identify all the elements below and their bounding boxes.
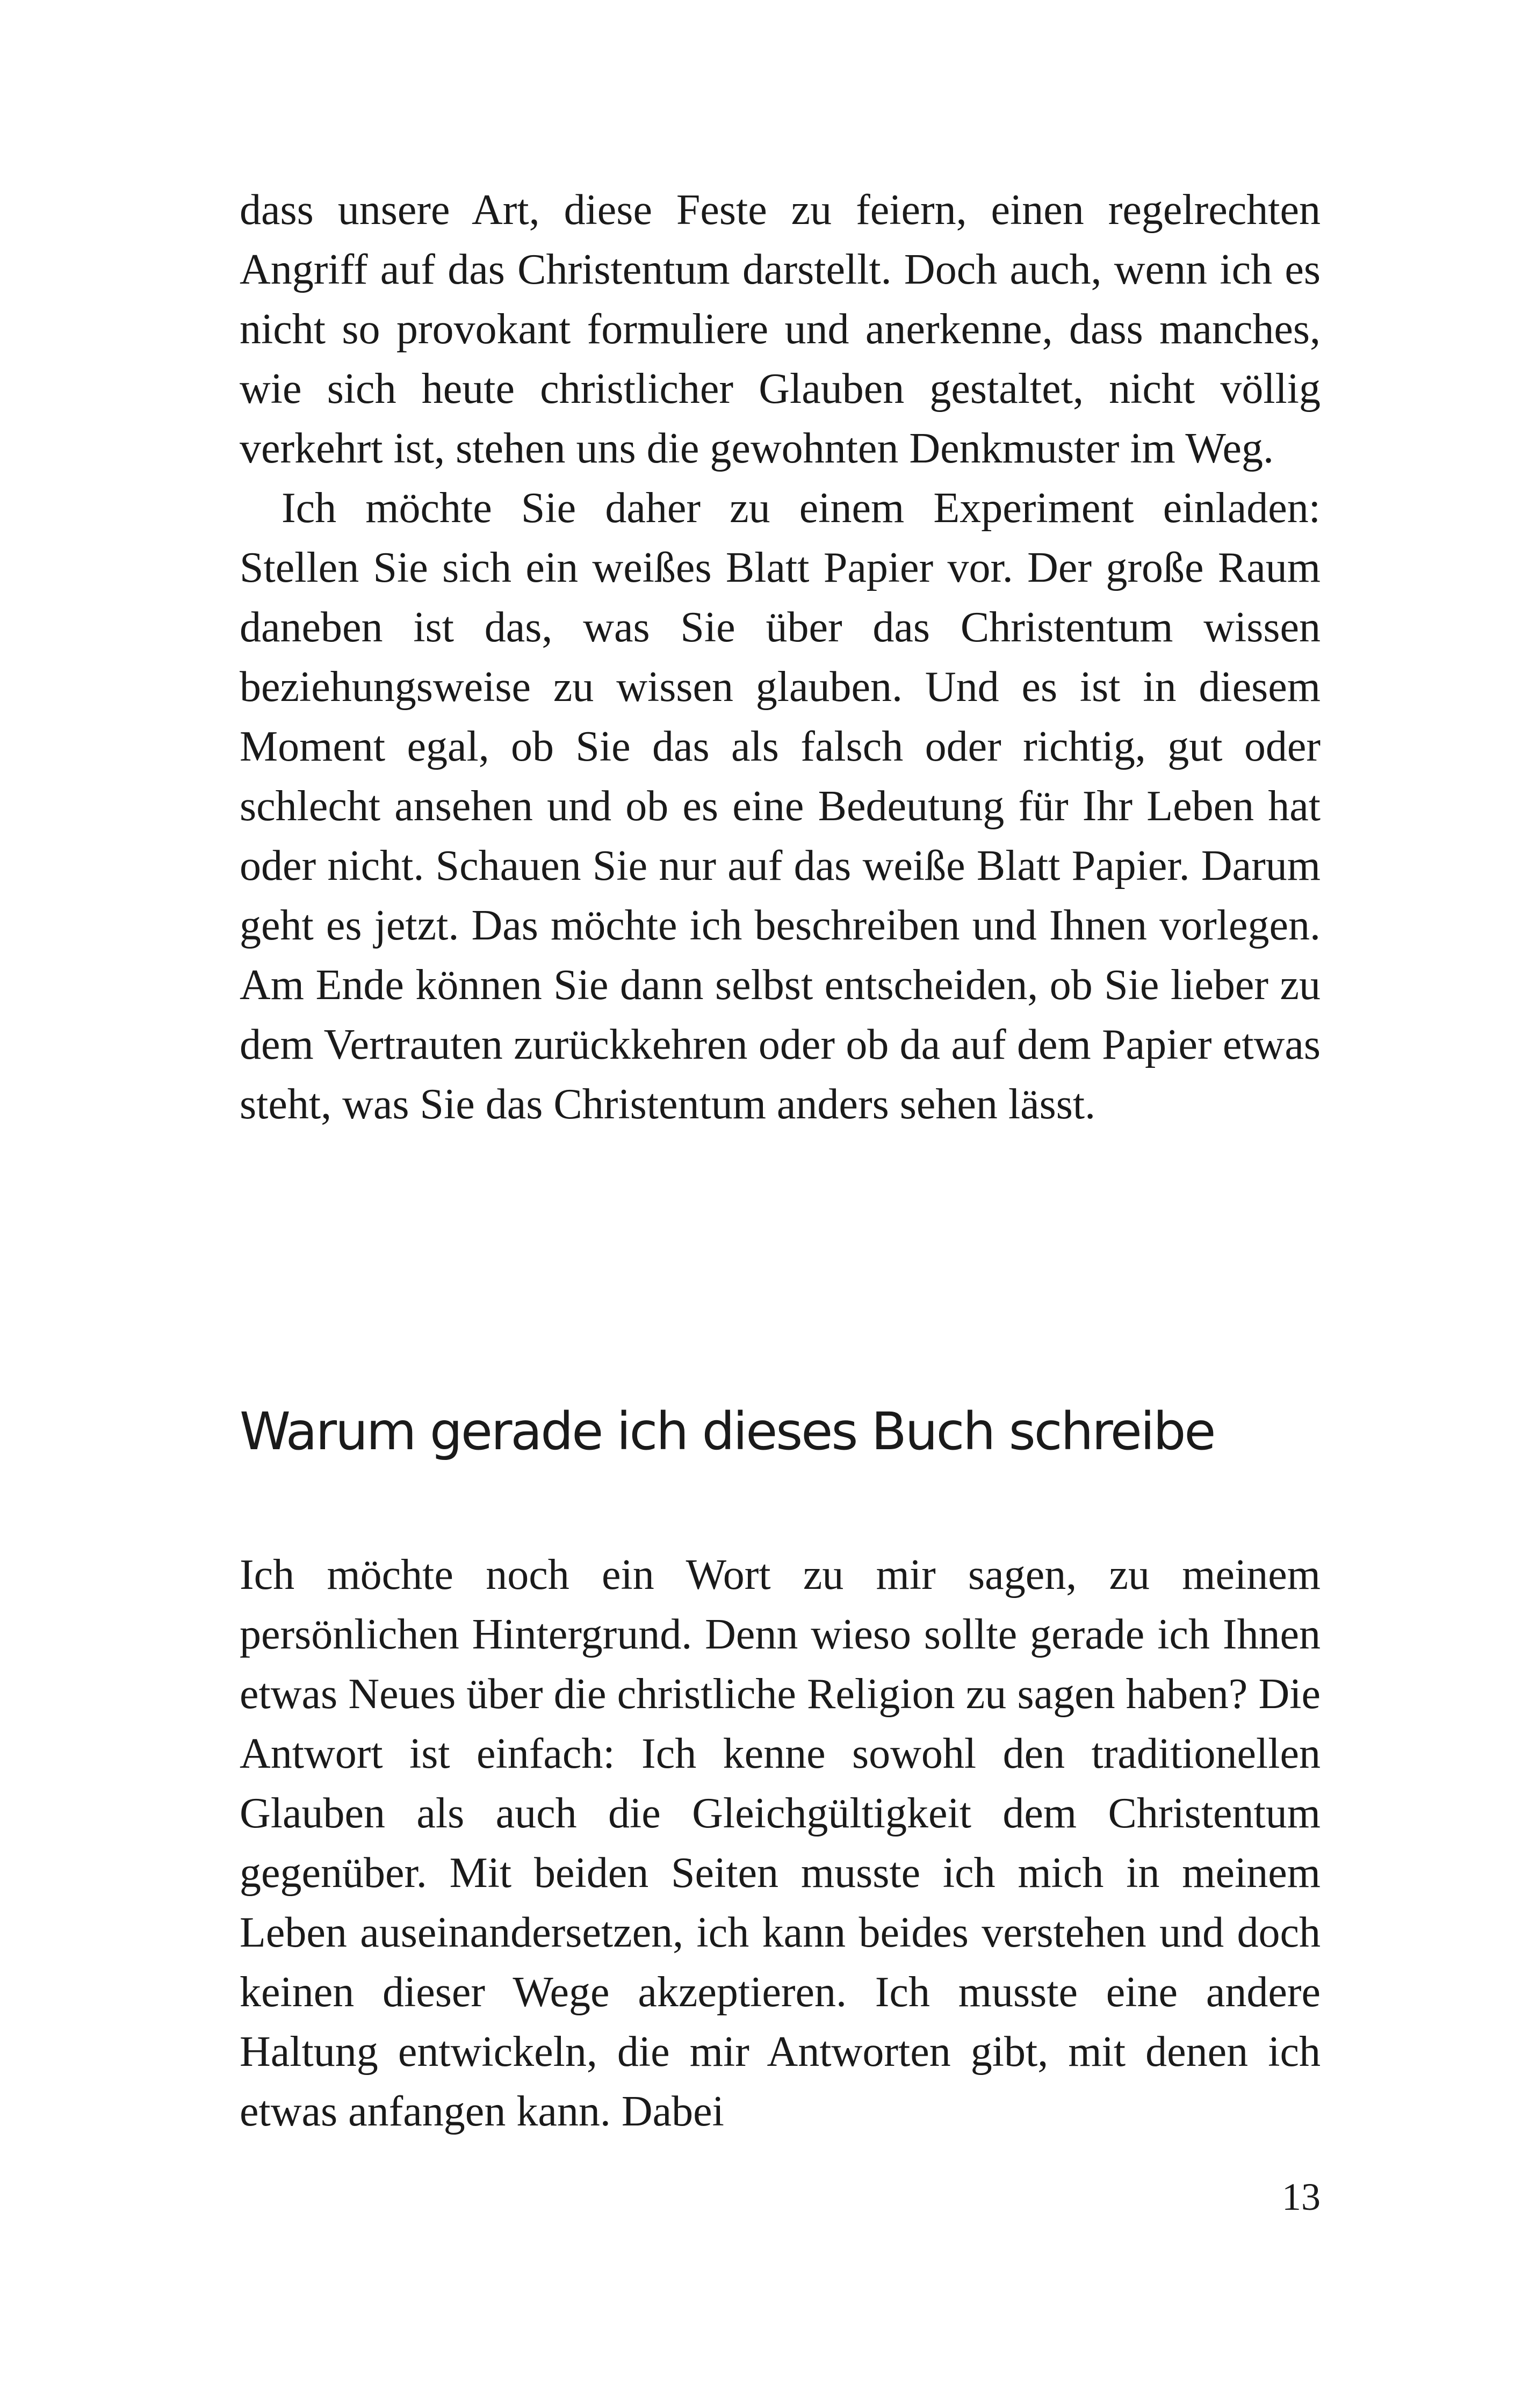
paragraph-background: Ich möchte noch ein Wort zu mir sagen, zu meinem persönlichen Hintergrund. Denn wieso sollte gerade ich Ihnen etwas Neues über die christliche Religion zu sagen haben? Die Antwort ist einfach: Ich kenne sowohl den traditionellen Glauben als auch die Gleichgültigkeit dem Christentum gegenüber. Mit beiden Seiten musste ich mich in meinem Leben auseinandersetzen, ich kann beides verstehen und doch keinen dieser Wege akzeptieren. Ich musste eine andere Haltung entwickeln, die mir Antworten gibt, mit denen ich etwas anfangen kann. Dabei bbox=[240, 1551, 1321, 2135]
section-heading: Warum gerade ich dieses Buch schreibe bbox=[240, 1401, 1215, 1462]
paragraph-continued: dass unsere Art, diese Feste zu feiern, einen regelrechten Angriff auf das Christentum darstellt. Doch auch, wenn ich es nicht so provokant formuliere und anerkenne, dass manches, wie sich heute christlicher Glauben gestaltet, nicht völlig verkehrt ist, stehen uns die gewohnten Denkmuster im Weg. bbox=[240, 186, 1321, 472]
body-text-bottom bbox=[240, 1545, 1321, 2142]
paragraph-experiment: Ich möchte Sie daher zu einem Experiment einladen: Stellen Sie sich ein weißes Blatt Papier vor. Der große Raum daneben ist das, was Sie über das Christentum wissen beziehungsweise zu wissen glauben. Und es ist in diesem Moment egal, ob Sie das als falsch oder richtig, gut oder schlecht ansehen und ob es eine Bedeutung für Ihr Leben hat oder nicht. Schauen Sie nur auf das weiße Blatt Papier. Darum geht es jetzt. Das möchte ich beschreiben und Ihnen vorlegen. Am Ende können Sie dann selbst entscheiden, ob Sie lieber zu dem Vertrauten zurückkehren oder ob da auf dem Papier etwas steht, was Sie das Christentum anders sehen lässt. bbox=[240, 485, 1321, 1128]
body-text-top bbox=[240, 180, 1321, 1134]
page-number: 13 bbox=[1282, 2175, 1321, 2218]
